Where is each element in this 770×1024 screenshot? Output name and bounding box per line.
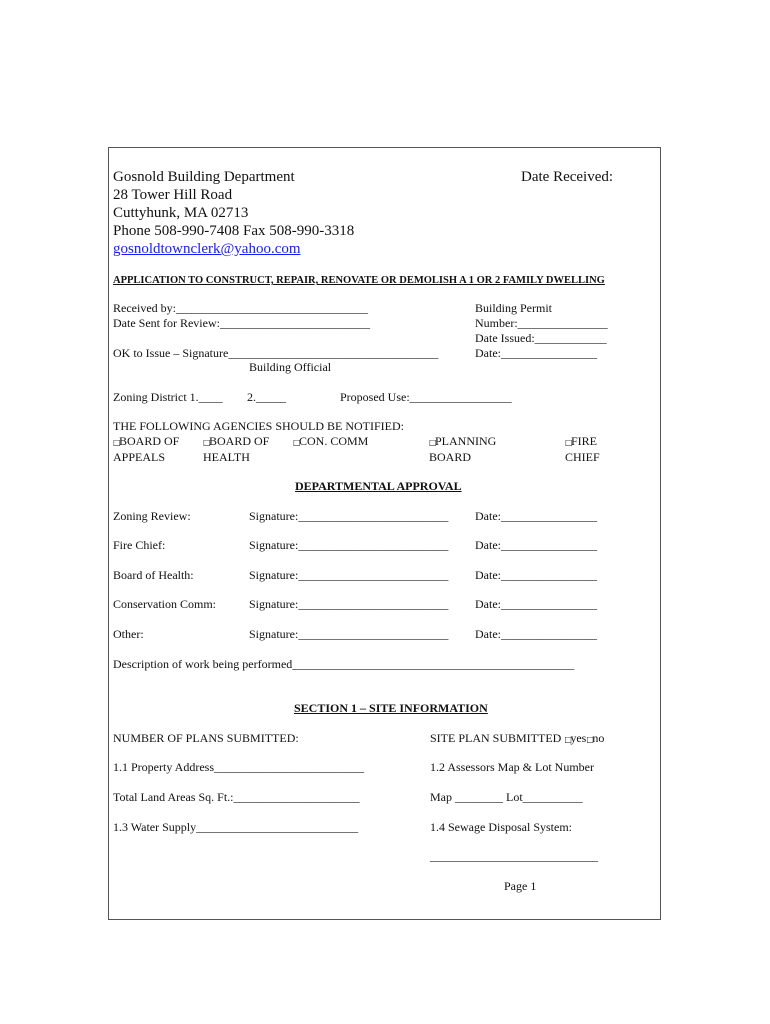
approval-signature-field[interactable]: Signature:_________________________	[249, 509, 449, 523]
ok-to-issue-field[interactable]: OK to Issue – Signature___________________________________	[113, 346, 439, 360]
form-title: APPLICATION TO CONSTRUCT, REPAIR, RENOVATE OR DEMOLISH A 1 OR 2 FAMILY DWELLING	[113, 275, 605, 286]
checkbox-icon[interactable]: □	[429, 438, 437, 447]
page-number: Page 1	[504, 879, 537, 893]
zoning-district-2-field[interactable]: 2._____	[247, 390, 286, 404]
approval-row-label: Zoning Review:	[113, 509, 191, 523]
agency-board-of-appeals[interactable]: □BOARD OF APPEALS	[113, 434, 180, 464]
email-link[interactable]: gosnoldtownclerk@yahoo.com	[113, 241, 301, 257]
checkbox-icon[interactable]: □	[113, 438, 121, 447]
permit-number-field[interactable]: Number:_______________	[475, 316, 608, 330]
approval-signature-field[interactable]: Signature:_________________________	[249, 597, 449, 611]
approval-date-field[interactable]: Date:________________	[475, 627, 597, 641]
address-line-2: Cuttyhunk, MA 02713	[113, 205, 249, 221]
checkbox-icon[interactable]: □	[564, 735, 572, 744]
approval-heading: DEPARTMENTAL APPROVAL	[295, 479, 462, 493]
building-official-label: Building Official	[249, 360, 332, 374]
phone-fax: Phone 508-990-7408 Fax 508-990-3318	[113, 223, 355, 239]
checkbox-icon[interactable]: □	[203, 438, 211, 447]
land-area-field[interactable]: Total Land Areas Sq. Ft.:_____________________	[113, 790, 360, 804]
agency-con-comm[interactable]: □CON. COMM	[293, 434, 369, 448]
water-supply-field[interactable]: 1.3 Water Supply___________________________	[113, 820, 359, 834]
date-received-label: Date Received:	[521, 169, 614, 185]
approval-date-field[interactable]: Date:________________	[475, 538, 597, 552]
approval-signature-field[interactable]: Signature:_________________________	[249, 568, 449, 582]
date-sent-field[interactable]: Date Sent for Review:_________________________	[113, 316, 370, 330]
address-line-1: 28 Tower Hill Road	[113, 187, 233, 203]
approval-row-label: Other:	[113, 627, 144, 641]
approval-row-label: Conservation Comm:	[113, 597, 216, 611]
approval-date-field[interactable]: Date:________________	[475, 597, 597, 611]
section-1-heading: SECTION 1 – SITE INFORMATION	[294, 701, 488, 715]
agency-fire-chief[interactable]: □FIRE CHIEF	[565, 434, 600, 464]
date-field[interactable]: Date:________________	[475, 346, 597, 360]
approval-row-label: Board of Health:	[113, 568, 194, 582]
zoning-district-1-field[interactable]: Zoning District 1.____	[113, 390, 223, 404]
approval-signature-field[interactable]: Signature:_________________________	[249, 627, 449, 641]
checkbox-icon[interactable]: □	[586, 735, 594, 744]
form-page	[108, 147, 661, 920]
received-by-field[interactable]: Received by:________________________________	[113, 301, 368, 315]
checkbox-icon[interactable]: □	[565, 438, 573, 447]
building-permit-label: Building Permit	[475, 301, 553, 315]
agency-planning-board[interactable]: □PLANNING BOARD	[429, 434, 497, 464]
approval-signature-field[interactable]: Signature:_________________________	[249, 538, 449, 552]
assessors-map-label: 1.2 Assessors Map & Lot Number	[430, 760, 594, 774]
agency-board-of-health[interactable]: □BOARD OF HEALTH	[203, 434, 270, 464]
approval-date-field[interactable]: Date:________________	[475, 568, 597, 582]
sewage-disposal-label: 1.4 Sewage Disposal System:	[430, 820, 572, 834]
site-plan-submitted: SITE PLAN SUBMITTED □yes□no	[430, 731, 605, 745]
sewage-disposal-field[interactable]: ____________________________	[430, 849, 598, 863]
proposed-use-field[interactable]: Proposed Use:_________________	[340, 390, 512, 404]
checkbox-icon[interactable]: □	[293, 438, 301, 447]
work-description-field[interactable]: Description of work being performed_______________________________________________	[113, 657, 575, 671]
map-lot-field[interactable]: Map ________ Lot__________	[430, 790, 583, 804]
agencies-heading: THE FOLLOWING AGENCIES SHOULD BE NOTIFIED:	[113, 419, 404, 433]
approval-date-field[interactable]: Date:________________	[475, 509, 597, 523]
property-address-field[interactable]: 1.1 Property Address_________________________	[113, 760, 364, 774]
plans-submitted-field[interactable]: NUMBER OF PLANS SUBMITTED:	[113, 731, 299, 745]
department-name: Gosnold Building Department	[113, 169, 295, 185]
approval-row-label: Fire Chief:	[113, 538, 166, 552]
date-issued-field[interactable]: Date Issued:____________	[475, 331, 607, 345]
